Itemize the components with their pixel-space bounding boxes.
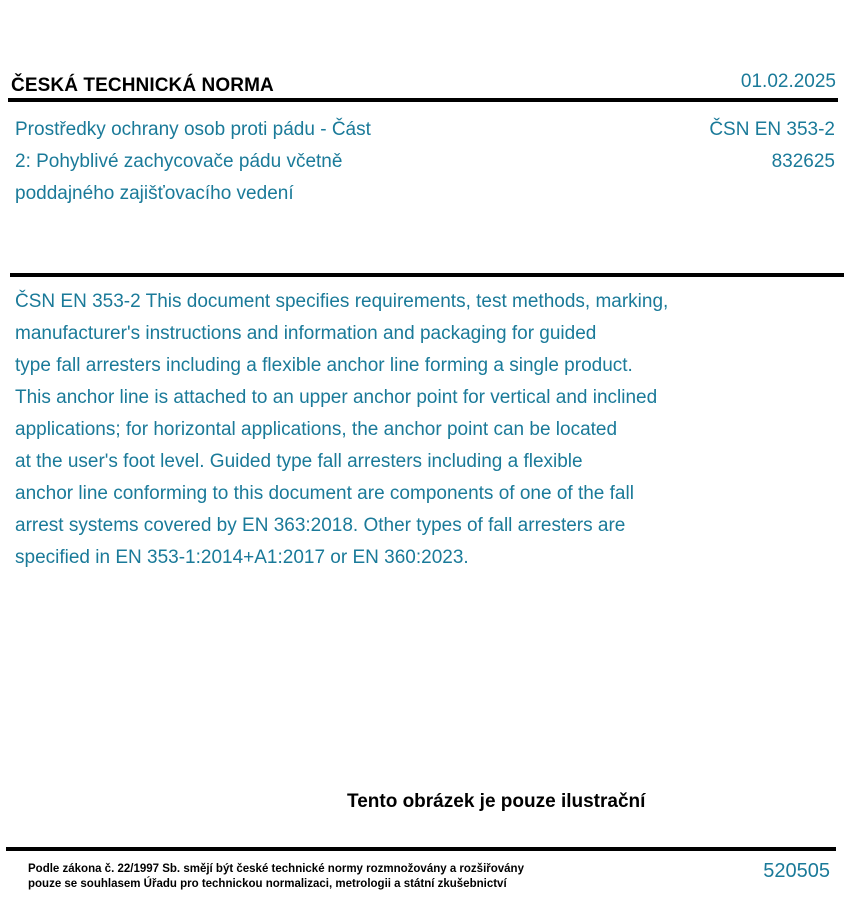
- standard-title-line: Prostředky ochrany osob proti pádu - Část: [15, 119, 371, 140]
- issue-date: 01.02.2025: [740, 71, 836, 92]
- illustration-note: Tento obrázek je pouze ilustrační: [347, 791, 646, 812]
- footer-code: 520505: [763, 860, 830, 882]
- header-divider: [8, 98, 838, 102]
- standard-code: ČSN EN 353-2: [709, 119, 835, 140]
- abstract-line: applications; for horizontal applications, the anchor point can be located: [15, 419, 618, 440]
- abstract-line: ČSN EN 353-2 This document specifies requirements, test methods, marking,: [15, 291, 669, 312]
- abstract-text: [15, 286, 835, 574]
- class-number: 832625: [771, 151, 835, 172]
- standard-title-line: poddajného zajišťovacího vedení: [15, 183, 294, 204]
- abstract-line: manufacturer's instructions and information and packaging for guided: [15, 323, 597, 344]
- legal-notice-line: pouze se souhlasem Úřadu pro technickou normalizaci, metrologii a státní zkušebnictví: [28, 878, 507, 890]
- standard-identifier: [709, 114, 835, 178]
- standard-title: [15, 114, 445, 210]
- abstract-line: specified in EN 353-1:2014+A1:2017 or EN 360:2023.: [15, 547, 469, 568]
- footer-divider: [6, 847, 836, 851]
- document-type-title: ČESKÁ TECHNICKÁ NORMA: [11, 75, 274, 96]
- abstract-line: anchor line conforming to this document are components of one of the fall: [15, 483, 634, 504]
- abstract-line: arrest systems covered by EN 363:2018. Other types of fall arresters are: [15, 515, 626, 536]
- abstract-line: This anchor line is attached to an upper anchor point for vertical and inclined: [15, 387, 658, 408]
- abstract-line: at the user's foot level. Guided type fall arresters including a flexible: [15, 451, 583, 472]
- title-divider: [10, 273, 844, 277]
- legal-notice-line: Podle zákona č. 22/1997 Sb. smějí být české technické normy rozmnožovány a rozšiřovány: [28, 863, 524, 875]
- standard-title-line: 2: Pohyblivé zachycovače pádu včetně: [15, 151, 343, 172]
- abstract-line: type fall arresters including a flexible anchor line forming a single product.: [15, 355, 633, 376]
- legal-notice: [28, 862, 524, 892]
